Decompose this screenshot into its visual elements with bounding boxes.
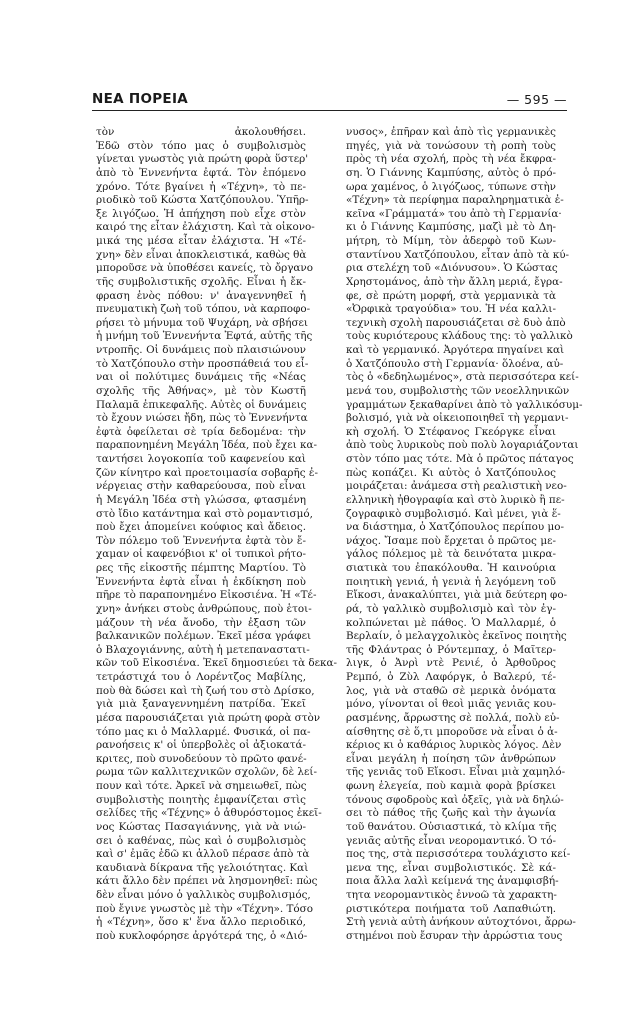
text-line: ἡ μνήμη τοῦ Ἐννενήντα Ἐφτά, αὐτῆς τῆς (96, 330, 313, 343)
text-line: καιρό της εἶταν ἐλάχιστη. Καὶ τὰ οἰκονο- (96, 221, 315, 234)
text-line: χρόνο. Τότε βγαίνει ἡ «Τέχνη», τὸ πε- (96, 180, 306, 193)
text-line: ρανοήσεις κ' οἱ ὑπερβολὲς οἱ ἀξιοκατά- (96, 739, 306, 752)
text-line: ὁ Χατζόπουλο στὴ Γερμανία· ὅλοένα, αὐ- (346, 357, 564, 370)
text-line: γραμμάτων ξεκαθαρίνει ἀπὸ τὸ γαλλικόσυμ- (346, 398, 583, 411)
text-line: καὶ σ' ἐμᾶς ἐδῶ κι ἀλλοῦ πέρασε ἀπὸ τὰ (96, 848, 310, 861)
text-line: Ρεμπό, ὁ Ζὺλ Λαφόργκ, ὁ Βαλερύ, τέ- (346, 671, 556, 683)
text-line: παραπονημένη Μεγάλη Ἰδέα, ποὺ ἔχει κα- (96, 439, 317, 452)
text-line: δὲν εἶναι μόνο ὁ γαλλικὸς συμβολισμός, (96, 889, 311, 901)
text-line: γάλος πόλεμος μὲ τὰ δεινότατα μικρα- (346, 548, 556, 561)
text-line: γιὰ μιὰ ξαναγεννημένη πατρίδα. Ἐκεῖ (96, 698, 306, 711)
text-line: τόπο μας κι ὁ Μαλλαρμέ. Φυσικά, οἱ πα- (96, 725, 311, 738)
text-line: κῶν τοῦ Εἰκοσιένα. Ἐκεῖ δημοσιεύει τὰ δεκα- (96, 657, 338, 670)
text-line: ελληνικὴ ἠθογραφία καὶ στὸ λυρικὸ ἢ πε- (346, 493, 565, 506)
text-line: χνη» ἀνήκει στοὺς ἀνθρώπους, ποὺ ἑτοι- (96, 602, 312, 615)
text-line: κὴ σχολή. Ὁ Στέφανος Γκεόργκε εἶναι (346, 425, 556, 438)
text-line: κριτες, ποὺ συνοδεύουν τὸ πρῶτο φανέ- (96, 752, 307, 765)
text-line: πὼς κοπάζει. Κι αὐτὸς ὁ Χατζόπουλος (346, 466, 556, 479)
text-line: στὸ ἴδιο κατάντημα καὶ στὸ ρομαντισμό, (96, 507, 313, 520)
text-line: ὁ Βλαχογιάννης, αὐτὴ ἡ μετεπαναστατι- (96, 643, 310, 656)
text-line: χαμαν οἱ καφενόβιοι κ' οἱ τυπικοὶ ρήτο- (96, 548, 307, 561)
text-line: ἡ Μεγάλη Ἰδέα στὴ γλώσσα, φτασμένη (96, 493, 306, 506)
text-line: συμβολιστὴς ποιητὴς ἐμφανίζεται στὶς (96, 793, 306, 806)
text-line: ἡ «Τέχνη», ὅσο κ' ἕνα ἄλλο περιοδικό, (96, 916, 306, 929)
text-line: καὶ τὸ γερμανικό. Ἀργότερα πηγαίνει καὶ (346, 344, 565, 356)
text-line: ἀπὸ τοὺς λυρικοὺς ποὺ πολὺ λογαριάζονται (346, 439, 579, 452)
text-line: ἀπὸ τὸ Ἐννενήντα ἐφτά. Τὸν ἑπόμενο (96, 166, 306, 179)
text-line: πος της, στὰ περισσότερα τουλάχιστο κεί- (346, 848, 571, 861)
text-line: κέριος κι ὁ καθάριος λυρικὸς λόγος. Δὲν (346, 739, 562, 752)
text-line: μενά του, συμβολιστὴς τῶν νεοελληνικῶν (346, 384, 570, 397)
text-line: κι ὁ Γιάννης Καμπύσης, μαζὶ μὲ τὸ Δη- (346, 221, 556, 234)
text-line: Χρηστομάνος, ἀπὸ τὴν ἄλλη μεριά, ἔγρα- (346, 275, 563, 288)
text-line: φωνη ἐλεγεία, ποὺ καμιὰ φορὰ βρίσκει (346, 780, 556, 792)
text-line: τοὺς κυριότερους κλάδους της: τὸ γαλλικὸ (346, 330, 573, 343)
text-line: πηγές, γιὰ νὰ τονώσουν τὴ ροπὴ τοὺς (346, 139, 556, 152)
text-line: Εἴκοσι, ἀνακαλύπτει, γιὰ μιὰ δεύτερη φο- (346, 589, 568, 602)
text-line: σταντίνου Χατζόπουλου, εἶταν ἀπὸ τὰ κύ- (346, 248, 570, 261)
text-line: μενα της, εἶναι συμβολιστικός. Σὲ κά- (346, 861, 556, 874)
text-line: Ἐννενήντα ἐφτὰ εἶναι ἡ ἐκδίκηση ποὺ (96, 575, 306, 588)
text-line: μοιράζεται: ἀνάμεσα στὴ ρεαλιστικὴ νεο- (346, 480, 567, 493)
text-line: ποὺ θὰ δώσει καὶ τὴ ζωή του στὸ Δρίσκο, (96, 684, 315, 697)
text-line: σελίδες τῆς «Τέχνης» ὁ ἀθυρόστομος ἐκεῖ- (96, 807, 322, 820)
text-line: Ἐδῶ στὸν τόπο μας ὁ συμβολισμὸς (96, 139, 306, 152)
text-line: τεχνικὴ σχολὴ παρουσιάζεται σὲ δυὸ ἀπὸ (346, 316, 566, 329)
text-line: στὸν τόπο μας τότε. Μὰ ὁ πρῶτος πάταγος (346, 453, 574, 465)
text-line: ποὺ ἔχει ἀπομείνει κούφιος καὶ ἄδειος. (96, 521, 306, 534)
text-line: λιγκ, ὁ Ἀνρὶ ντὲ Ρενιέ, ὁ Ἀρθοῦρος (346, 657, 556, 670)
text-line: τὸ ἔχουν νιώσει ἤδη, πὼς τὸ Ἐννενήντα (96, 412, 308, 425)
text-line: μόνο, γίνονται οἱ θεοὶ μιᾶς γενιᾶς κου- (346, 698, 556, 711)
text-line: ριστικότερα ποιήματα τοῦ Λαπαθιώτη. (346, 902, 556, 915)
text-line: ριοδικὸ τοῦ Κώστα Χατζόπουλου. Ὑπῆρ- (96, 194, 309, 207)
text-line: χνη» δὲν εἶναι ἀποκλειστικά, καθὼς θὰ (96, 248, 307, 261)
text-line: καυδιανὰ δίκρανα τῆς γελοιότητας. Καὶ (96, 861, 309, 874)
text-line: τόνους σφοδροὺς καὶ ὀξεῖς, γιὰ νὰ δηλώ- (346, 793, 564, 806)
text-line: βαλκανικῶν πολέμων. Ἐκεῖ μέσα γράφει (96, 630, 312, 643)
text-line: ναι οἱ πολύτιμες δυνάμεις τῆς «Νέας (96, 371, 306, 384)
text-line: πουν καὶ τότε. Ἀρκεῖ νὰ σημειωθεῖ, πὼς (96, 780, 307, 792)
text-line: τὸ Χατζόπουλο στὴν προσπάθειά του εἶ- (96, 357, 309, 370)
text-line: μποροῦσε νὰ ὑποθέσει κανείς, τὸ ὄργανο (96, 262, 314, 275)
text-line: «Ὀρφικὰ τραγούδια» του. Ἡ νέα καλλι- (346, 303, 556, 316)
text-line: ποιητικὴ γενιά, ἡ γενιὰ ἡ λεγόμενη τοῦ (346, 575, 556, 588)
text-line: ρασμένης, ἄρρωστης σὲ πολλά, πολὺ εὐ- (346, 711, 560, 724)
text-line: ποὺ κυκλοφόρησε ἀργότερά της, ὁ «Διό- (96, 929, 308, 942)
text-line: εἶναι μεγάλη ἡ ποίηση τῶν ἀνθρώπων (346, 752, 556, 765)
text-line: ζογραφικὸ συμβολισμό. Καὶ μένει, γιὰ ἕ- (346, 507, 561, 520)
text-line: Βερλαίν, ὁ μελαγχολικὸς ἐκεῖνος ποιητὴς (346, 630, 567, 643)
text-line: ποὺ ἔγινε γνωστὸς μὲ τὴν «Τέχνη». Τόσο (96, 902, 314, 915)
text-line: πῆρε τὸ παραπονημένο Εἰκοσιένα. Ἡ «Τέ- (96, 589, 317, 602)
text-line: ντροπῆς. Οἱ δυνάμεις ποὺ πλαισιώνουν (96, 344, 306, 356)
text-column-left (96, 126, 338, 944)
text-line: ρωμα τῶν καλλιτεχνικῶν σχολῶν, δὲ λεί- (96, 766, 317, 779)
text-line: ταντήσει λογοκοπία τοῦ καφενείου καὶ (96, 453, 306, 465)
text-line: τητα νεορομαντικὸς ἐννοῶ τὰ χαρακτη- (346, 889, 557, 901)
text-line: μέσα παρουσιάζεται γιὰ πρώτη φορὰ στὸν (96, 711, 321, 724)
text-line: κεῖνα «Γράμματά» του ἀπὸ τὴ Γερμανία· (346, 207, 562, 220)
text-line: ρες τῆς εἰκοστῆς πέμπτης Μαρτίου. Τὸ (96, 562, 306, 574)
text-line: κάτι ἄλλο δὲν πρέπει νὰ λησμονηθεῖ: πὼς (96, 875, 318, 888)
text-line: γίνεται γνωστὸς γιὰ πρώτη φορὰ ὕστερ' (96, 153, 309, 166)
text-line: φε, σὲ πρώτη μορφή, στὰ γερμανικὰ τὰ (346, 289, 556, 302)
text-line: Στὴ γενιὰ αὐτὴ ἀνήκουν αὐτοχτόνοι, ἄρρω- (346, 916, 576, 929)
text-line: νυσος», ἐπῆραν καὶ ἀπὸ τὶς γερμανικὲς (346, 126, 556, 138)
text-line: ρά, τὸ γαλλικὸ συμβολισμὸ καὶ τὸν ἐγ- (346, 602, 556, 615)
text-column-right (346, 126, 583, 944)
text-line: ποια ἄλλα λαλὶ κείμενά της ἀναμφισβή- (346, 875, 559, 888)
text-line: πρὸς τὴ νέα σχολή, πρὸς τὴ νέα ἔκφρα- (346, 153, 556, 166)
text-line: σιατικὰ του ἐπακόλουθα. Ἡ καινούρια (346, 562, 556, 574)
journal-title: ΝΕΑ ΠΟΡΕΙΑ (92, 91, 189, 107)
text-line: ση. Ὁ Γιάννης Καμπύσης, αὐτὸς ὁ πρό- (346, 166, 556, 179)
text-line: σει τὸ πάθος τῆς ζωῆς καὶ τὴν ἀγωνία (346, 807, 556, 820)
page-number: — 595 — (506, 92, 567, 107)
text-line: αίσθητης σὲ ὅ,τι μποροῦσε νὰ εἶναι ὁ ἀ- (346, 725, 558, 738)
text-line: ωρα χαμένος, ὁ λιγόζωος, τύπωνε στὴν (346, 180, 556, 193)
text-line: μάζουν τὴ νέα ἄνοδο, τὴν ἐξαση τῶν (96, 616, 306, 629)
text-line: ἐφτὰ ὀφείλεται σὲ τρία δεδομένα: τὴν (96, 425, 306, 438)
text-line: τῆς Φλάντρας ὁ Ρόντεμπαχ, ὁ Μαῖτερ- (346, 643, 556, 656)
text-line: ρια στελέχη τοῦ «Διόνυσου». Ὁ Κώστας (346, 262, 558, 275)
text-line: κολπώνεται μὲ πάθος. Ὁ Μαλλαρμέ, ὁ (346, 616, 556, 629)
text-line: τῆς συμβολιστικῆς σχολῆς. Εἶναι ἡ ἔκ- (96, 275, 306, 288)
text-line: Τὸν πόλεμο τοῦ Ἐννενήντα ἐφτὰ τὸν ἔ- (96, 534, 306, 547)
text-line: βολισμό, γιὰ νὰ οἰκειοποιηθεῖ τὴ γερμανι- (346, 412, 569, 425)
text-line: ζῶν κίνητρο καὶ προετοιμασία σοβαρῆς ἐ- (96, 466, 318, 479)
text-line: μήτρη, τὸ Μίμη, τὸν ἀδερφὸ τοῦ Κων- (346, 235, 556, 247)
running-header (92, 88, 567, 111)
text-line: σει ὁ καθένας, πὼς καὶ ὁ συμβολισμὸς (96, 834, 306, 847)
text-line: φραση ἑνὸς πόθου: ν' ἀναγεννηθεῖ ἡ (96, 289, 306, 302)
text-line: νάχος. Ἴσαμε ποὺ ἔρχεται ὁ πρῶτος με- (346, 534, 556, 547)
text-line: μικά της μέσα εἶταν ἐλάχιστα. Ἡ «Τέ- (96, 235, 306, 247)
text-line: Παλαμᾶ ἐπικεφαλῆς. Αὐτὲς οἱ δυνάμεις (96, 398, 307, 411)
text-line: νέργειας στὴν καθαρεύουσα, ποὺ εἶναι (96, 480, 306, 493)
text-line: ρήσει τὸ μήνυμα τοῦ Ψυχάρη, νὰ σβήσει (96, 316, 308, 329)
text-line: τοῦ θανάτου. Οὐσιαστικά, τὸ κλίμα τῆς (346, 820, 557, 833)
text-line: τὸς ὁ «δεδηλωμένος», στὰ περισσότερα κεί- (346, 371, 579, 384)
text-line: τῆς γενιᾶς τοῦ Εἴκοσι. Εἶναι μιὰ χαμηλό- (346, 766, 566, 779)
text-line: στημένοι ποὺ ἔσυραν τὴν ἀρρώστια τους (346, 929, 563, 942)
text-line: «Τέχνη» τὰ περίφημα παραληρηματικὰ ἐ- (346, 194, 564, 207)
text-line: γενιᾶς αὐτῆς εἶναι νεορομαντικό. Ὁ τό- (346, 834, 557, 847)
text-line: τὸν ἀκολουθήσει. (96, 126, 306, 138)
text-line: πνευματικὴ ζωὴ τοῦ τόπου, νὰ καρποφο- (96, 303, 311, 316)
text-line: ξε λιγόζωο. Ἡ ἀπήχηση ποὺ εἶχε στὸν (96, 207, 306, 220)
text-line: νος Κώστας Πασαγιάννης, γιὰ νὰ νιώ- (96, 820, 306, 833)
text-line: τετράστιχά του ὁ Λορέντζος Μαβίλης, (96, 671, 306, 683)
text-line: σχολῆς τῆς Ἀθήνας», μὲ τὸν Κωστῆ (96, 384, 306, 397)
text-line: να διάστημα, ὁ Χατζόπουλος περίπου μο- (346, 521, 565, 534)
text-line: λος, γιὰ νὰ σταθῶ σὲ μερικὰ ὀνόματα (346, 684, 556, 697)
